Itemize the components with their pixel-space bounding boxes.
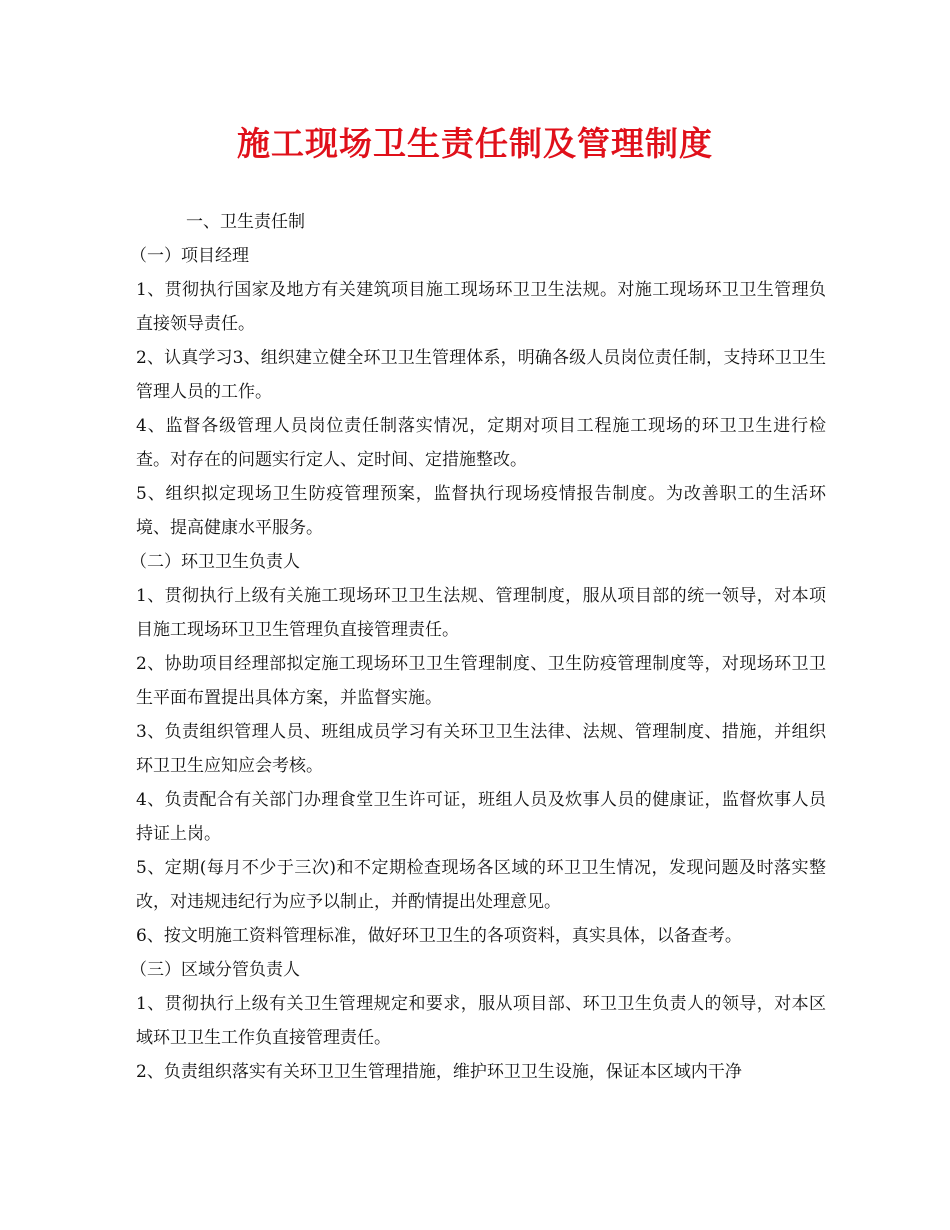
paragraph: 4、监督各级管理人员岗位责任制落实情况，定期对项目工程施工现场的环卫卫生进行检查。对存在的问题实行定人、定时间、定措施整改。	[136, 416, 826, 470]
paragraph: 6、按文明施工资料管理标准，做好环卫卫生的各项资料，真实具体，以备查考。	[136, 926, 742, 946]
paragraph: 1、贯彻执行国家及地方有关建筑项目施工现场环卫卫生法规。对施工现场环卫卫生管理负直接领导责任。	[136, 280, 826, 334]
document-body	[130, 205, 826, 1089]
paragraph: 2、认真学习3、组织建立健全环卫卫生管理体系，明确各级人员岗位责任制，支持环卫卫生管理人员的工作。	[136, 348, 826, 402]
paragraph: 1、贯彻执行上级有关施工现场环卫卫生法规、管理制度，服从项目部的统一领导，对本项目施工现场环卫卫生管理负直接管理责任。	[136, 586, 826, 640]
paragraph: 3、负责组织管理人员、班组成员学习有关环卫卫生法律、法规、管理制度、措施，并组织环卫卫生应知应会考核。	[136, 722, 826, 776]
section-heading: 一、卫生责任制	[186, 212, 305, 232]
subsection-heading: （二）环卫卫生负责人	[130, 552, 300, 572]
document-title: 施工现场卫生责任制及管理制度	[237, 124, 713, 163]
paragraph: 5、定期(每月不少于三次)和不定期检查现场各区域的环卫卫生情况，发现问题及时落实整改，对违规违纪行为应予以制止，并酌情提出处理意见。	[136, 858, 826, 912]
paragraph: 2、协助项目经理部拟定施工现场环卫卫生管理制度、卫生防疫管理制度等，对现场环卫卫生平面布置提出具体方案，并监督实施。	[136, 654, 826, 708]
paragraph: 2、负责组织落实有关环卫卫生管理措施，维护环卫卫生设施，保证本区域内干净	[136, 1062, 742, 1082]
paragraph: 4、负责配合有关部门办理食堂卫生许可证，班组人员及炊事人员的健康证，监督炊事人员持证上岗。	[136, 790, 826, 844]
paragraph: 1、贯彻执行上级有关卫生管理规定和要求，服从项目部、环卫卫生负责人的领导，对本区域环卫卫生工作负直接管理责任。	[136, 994, 826, 1048]
subsection-heading: （三）区域分管负责人	[130, 960, 300, 980]
subsection-heading: （一）项目经理	[130, 246, 249, 266]
paragraph: 5、组织拟定现场卫生防疫管理预案，监督执行现场疫情报告制度。为改善职工的生活环境、提高健康水平服务。	[136, 484, 826, 538]
